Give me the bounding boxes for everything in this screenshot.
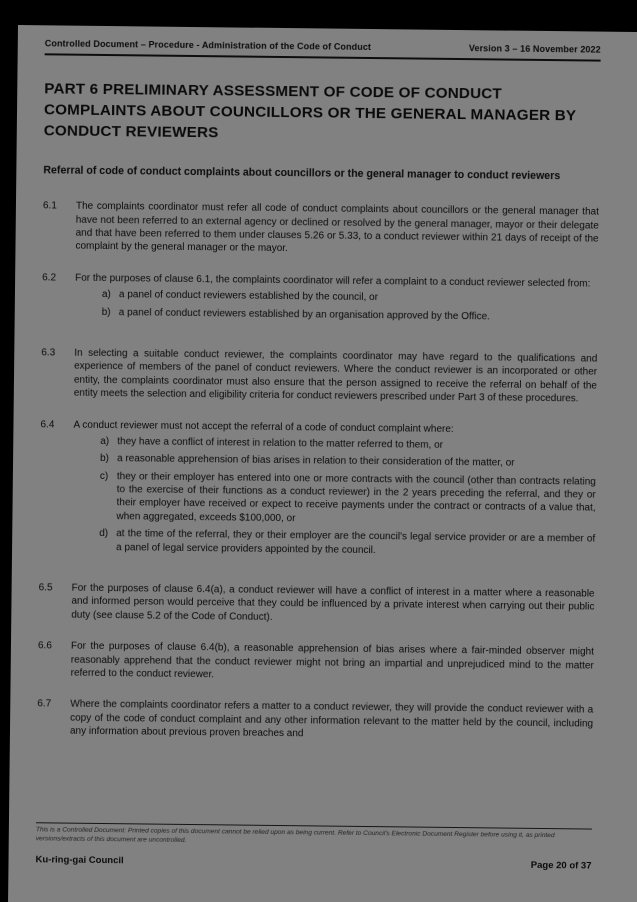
list-item-label: d) <box>99 528 109 540</box>
clause-body <box>70 698 593 747</box>
list-item <box>102 288 598 307</box>
list-item <box>102 306 598 325</box>
list-item-label: b) <box>100 453 110 465</box>
page-content <box>10 25 601 747</box>
clause-text: The complaints coordinator must refer all code of conduct complaints about councillors or the general manager that have not been referred to an external agency or declined or resolved by the general manager, mayor or their delegate and that have been referred to them under clauses 5.26 or 5.33, to a conduct reviewer within 21 days of receipt of the complaint by the general manager or the mayor. <box>75 200 599 255</box>
footer-page-number: Page 20 of 37 <box>530 859 592 872</box>
footnote-text: This is a Controlled Document: Printed copies of this document cannot be relied upon as being current. Refer to Council's Electronic Document Register before using it, as printed versions/extracts of this document are uncontrolled. <box>35 826 555 844</box>
list-item-label: a) <box>100 435 110 447</box>
clause <box>38 581 594 630</box>
list-item-text: a panel of conduct reviewers established by the council, or <box>118 289 379 304</box>
document-header <box>45 38 601 54</box>
clause-body <box>75 271 599 328</box>
list-item <box>99 527 595 559</box>
page-title: PART 6 PRELIMINARY ASSESSMENT OF CODE OF CONDUCT COMPLAINTS ABOUT COUNCILLORS OR THE GENERAL MANAGER BY CONDUCT REVIEWERS <box>43 80 577 142</box>
list-item-text: a reasonable apprehension of bias arises in relation to their consideration of the matter, or <box>117 453 515 469</box>
list-item-label: a) <box>101 289 111 301</box>
clause-number: 6.7 <box>37 698 52 710</box>
clause-body <box>72 418 597 563</box>
clause <box>37 698 593 747</box>
clause-number: 6.1 <box>42 200 57 212</box>
document-page <box>7 25 637 902</box>
clause-subitems <box>72 435 596 560</box>
clause-number: 6.2 <box>42 272 57 284</box>
section-subtitle: Referral of code of conduct complaints about councillors or the general manager to conduct reviewers <box>43 164 561 183</box>
clause-body <box>74 347 598 409</box>
clause-body <box>71 582 594 631</box>
footer-council-name: Ku-ring-gai Council <box>35 854 124 867</box>
list-item-text: they or their employer has entered into one or more contracts with the council (other than contracts relating to the exercise of their functions as a conduct reviewer) in the 2 years preceding the referral, and they or their employer have received or expect to receive payments under the contract or contracts of a value that, when aggregated, exceeds $100,000, or <box>116 470 596 525</box>
clause-list <box>37 199 599 747</box>
header-divider <box>45 53 601 61</box>
clause <box>41 346 598 409</box>
list-item-label: c) <box>99 470 109 482</box>
clause <box>39 418 597 564</box>
list-item <box>99 470 596 529</box>
clause-number: 6.3 <box>41 347 56 359</box>
list-item-label: b) <box>101 306 111 318</box>
page-footer-area <box>35 822 591 871</box>
list-item-text: they have a conflict of interest in relation to the matter referred to them, or <box>117 436 444 451</box>
clause-text: For the purposes of clause 6.4(b), a reasonable apprehension of bias arises where a fair-minded observer might reasonably apprehend that the conduct reviewer might not bring an impartial and unprejudiced mind to the matter referred to the conduct reviewer. <box>70 640 594 681</box>
list-item-text: a panel of conduct reviewers established by an organisation approved by the Office. <box>118 306 490 322</box>
clause-body <box>71 640 594 689</box>
list-item <box>100 452 596 471</box>
header-document-type: Controlled Document – Procedure - Administration of the Code of Conduct <box>44 38 372 53</box>
clause-text: For the purposes of clause 6.4(a), a conduct reviewer will have a conflict of interest in a matter where a reasonable and informed person would perceive that they could be influenced by a private interest when carrying out their public duty (see clause 5.2 of the Code of Conduct). <box>71 582 595 623</box>
clause-number: 6.5 <box>38 582 53 594</box>
clause-number: 6.6 <box>37 640 52 652</box>
clause-text: For the purposes of clause 6.1, the complaints coordinator will refer a complaint to a conduct reviewer selected from: <box>75 272 591 290</box>
clause-text: A conduct reviewer must not accept the referral of a code of conduct complaint where: <box>73 419 454 435</box>
clause-body <box>75 200 599 262</box>
header-version: Version 3 – 16 November 2022 <box>468 43 601 55</box>
clause <box>38 639 594 688</box>
list-item-text: at the time of the referral, they or their employer are the council's legal service provider or are a member of a panel of legal service providers appointed by the council. <box>116 528 596 556</box>
clause-text: Where the complaints coordinator refers a matter to a conduct reviewer, they will provide the conduct reviewer with a copy of the code of conduct complaint and any other information relevant to the matter held by the council, including any information about previous proven breaches and <box>69 698 594 740</box>
document-footer <box>35 854 591 871</box>
clause <box>42 271 599 328</box>
clause-subitems <box>75 288 598 325</box>
clause-text: In selecting a suitable conduct reviewer, the complaints coordinator may have regard to the qualifications and experience of members of the panel of conduct reviewers. Where the conduct reviewer is an incorporated or other entity, the complaints coordinator must also ensure that the person assigned to receive the referral on behalf of the entity meets the selection and eligibility criteria for conduct reviewers prescribed under Part 3 of these procedures. <box>73 347 598 405</box>
clause <box>42 199 599 262</box>
clause-number: 6.4 <box>40 418 55 430</box>
list-item <box>100 435 596 454</box>
